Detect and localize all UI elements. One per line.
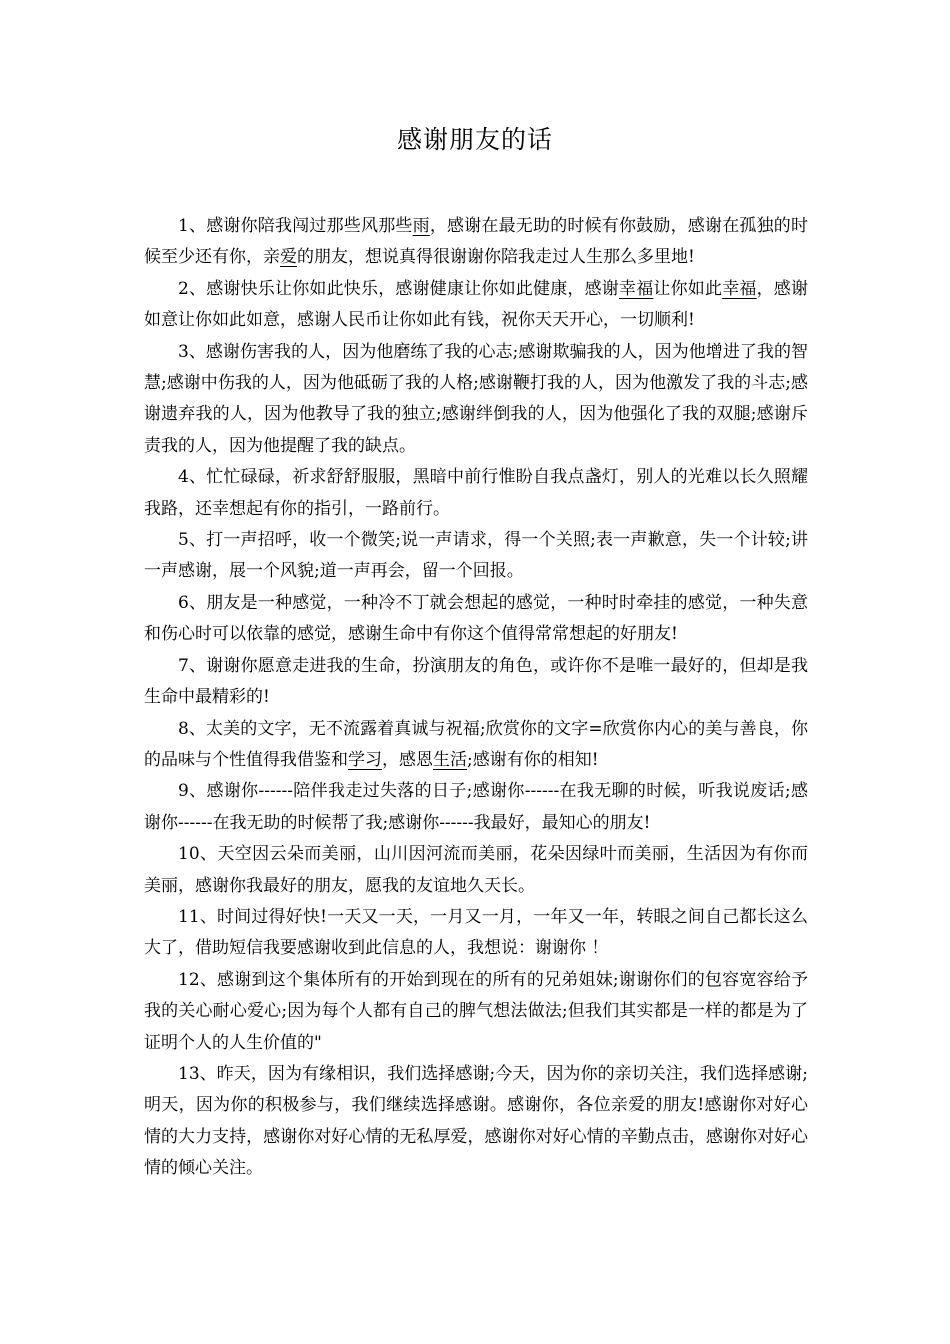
paragraph — [144, 337, 808, 463]
document-body — [144, 211, 808, 1185]
paragraph-text: 13、昨天，因为有缘相识，我们选择感谢;今天，因为你的亲切关注，我们选择感谢;明天，因为你的积极参与，我们继续选择感谢。感谢你，各位亲爱的朋友!感谢你对好心情的大力支持，感谢你对好心情的无私厚爱，感谢你对好心情的辛勤点击，感谢你对好心情的倾心关注。 — [144, 1063, 808, 1179]
paragraph — [144, 651, 808, 714]
paragraph-text: 7、谢谢你愿意走进我的生命，扮演朋友的角色，或许你不是唯一最好的，但却是我生命中最精彩的! — [144, 655, 808, 708]
paragraph-text: 1、感谢你陪我闯过那些风那些 — [178, 216, 413, 236]
paragraph-text: 2、感谢快乐让你如此快乐，感谢健康让你如此健康，感谢 — [178, 278, 619, 299]
paragraph — [144, 211, 808, 274]
paragraph-text: 11、时间过得好快!一天又一天，一月又一月，一年又一年，转眼之间自己都长这么大了，借助短信我要感谢收到此信息的人，我想说：谢谢你 ！ — [144, 906, 808, 959]
paragraph — [144, 902, 808, 965]
paragraph-text: ;感谢有你的相知! — [467, 749, 599, 770]
keyword-link[interactable]: 爱 — [280, 247, 297, 268]
paragraph-text: 4、忙忙碌碌，祈求舒舒服服，黑暗中前行惟盼自我点盏灯，别人的光难以长久照耀我路，还幸想起有你的指引，一路前行。 — [144, 467, 808, 519]
document-title: 感谢朋友的话 — [396, 125, 553, 154]
paragraph — [144, 274, 808, 337]
paragraph-text: ，感谢在最无助的时候有你鼓励，感谢在孤独的时候至少还有你，亲 — [144, 216, 808, 268]
paragraph-text: 10、天空因云朵而美丽，山川因河流而美丽，花朵因绿叶而美丽，生活因为有你而美丽，感谢你我最好的朋友，愿我的友谊地久天长。 — [144, 844, 808, 896]
keyword-link[interactable]: 学习 — [348, 749, 382, 770]
paragraph-text: 5、打一声招呼，收一个微笑;说一声请求，得一个关照;表一声歉意，失一个计较;讲一声感谢，展一个风貌;道一声再会，留一个回报。 — [144, 530, 808, 582]
keyword-link[interactable]: 雨 — [412, 216, 430, 236]
paragraph-text: 12、感谢到这个集体所有的开始到现在的所有的兄弟姐妹;谢谢你们的包容宽容给予我的关心耐心爱心;因为每个人都有自己的脾气想法做法;但我们其实都是一样的都是为了证明个人的人生价值的" — [144, 969, 808, 1053]
paragraph — [144, 714, 808, 777]
paragraph — [144, 776, 808, 839]
paragraph-text: 3、感谢伤害我的人，因为他磨练了我的心志;感谢欺骗我的人，因为他增进了我的智慧;感谢中伤我的人，因为他砥砺了我的人格;感谢鞭打我的人，因为他激发了我的斗志;感谢遗弃我的人，因为他教导了我的独立;感谢绊倒我的人，因为他强化了我的双腿;感谢斥责我的人，因为他提醒了我的缺点。 — [144, 341, 808, 456]
keyword-link[interactable]: 幸福 — [722, 278, 757, 299]
paragraph-text: ，感恩 — [382, 749, 433, 770]
paragraph-text: 的朋友，想说真得很谢谢你陪我走过人生那么多里地! — [297, 247, 695, 268]
paragraph — [144, 1059, 808, 1185]
paragraph-text: 8、太美的文字，无不流露着真诚与祝福;欣赏你的文字=欣赏你内心的美与善良，你的品味与个性值得我借鉴和 — [144, 718, 808, 770]
paragraph-text: 6、朋友是一种感觉，一种冷不丁就会想起的感觉，一种时时牵挂的感觉，一种失意和伤心时可以依靠的感觉，感谢生命中有你这个值得常常想起的好朋友! — [144, 592, 808, 645]
paragraph — [144, 839, 808, 902]
keyword-link[interactable]: 幸福 — [619, 278, 654, 299]
paragraph-text: 9、感谢你------陪伴我走过失落的日子;感谢你------在我无聊的时候，听我说废话;感谢你------在我无助的时候帮了我;感谢你------我最好，最知心的朋友! — [144, 781, 808, 833]
paragraph-text: ，感谢如意让你如此如意，感谢人民币让你如此有钱，祝你天天开心，一切顺利! — [144, 278, 809, 331]
paragraph-text: 让你如此 — [653, 278, 723, 299]
paragraph — [144, 462, 808, 525]
paragraph — [144, 588, 808, 651]
keyword-link[interactable]: 生活 — [433, 749, 467, 770]
paragraph — [144, 525, 808, 588]
paragraph — [144, 965, 808, 1059]
